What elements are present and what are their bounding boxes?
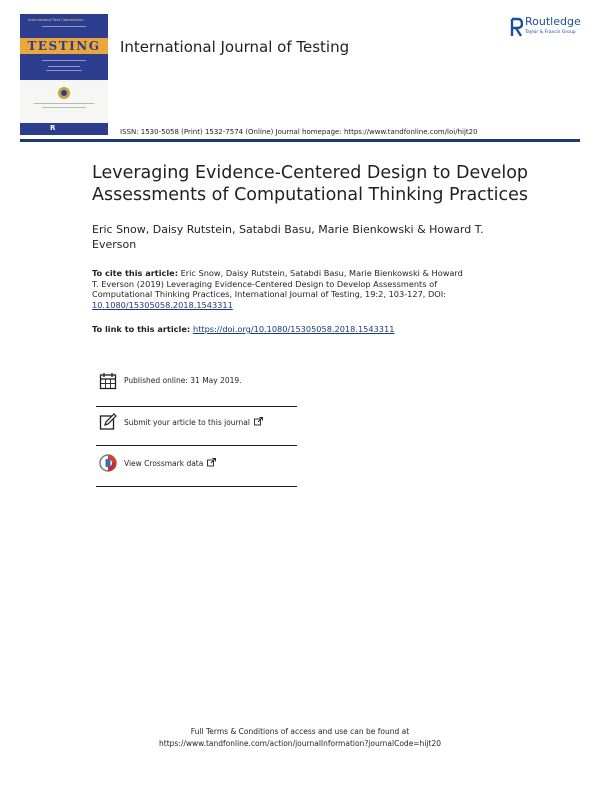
published-online-label: Published online: 31 May 2019. [124,376,242,385]
row-divider [96,406,297,407]
cover-bottom-band [20,123,108,135]
journal-homepage-link[interactable]: https://www.tandfonline.com/loi/hijt20 [343,128,478,136]
cover-divider [42,107,86,108]
cite-text: Eric Snow, Daisy Rutstein, Satabdi Basu, Marie Bienkowski & Howard T. Everson (2019) Leveraging Evidence-Centered Design to Develop Assessments of Computational Thinking Practices, International Journal of Testing, 19:2, 103-127, DOI: [92,268,463,300]
link-line [92,324,512,334]
journal-title[interactable]: International Journal of Testing [120,38,350,56]
cite-label: To cite this article: [92,268,178,278]
cover-divider [34,103,94,104]
citation-block [92,268,472,310]
crossmark-text[interactable]: View Crossmark data [124,459,204,468]
row-divider [96,445,297,446]
header-rule [20,139,580,142]
issn-text: ISSN: 1530-5058 (Print) 1532-7574 (Online) Journal homepage: [120,128,344,136]
terms-footer [0,726,600,750]
crossmark-label [124,458,216,468]
cover-divider [46,70,82,71]
cover-middle [20,80,108,123]
external-link-icon [254,417,263,426]
link-label: To link to this article: [92,324,193,334]
crossmark-icon [99,454,117,472]
cover-divider [48,66,80,67]
journal-cover-image [20,14,108,135]
routledge-r-icon [510,16,523,41]
article-title: Leveraging Evidence-Centered Design to Develop Assessments of Computational Thinking Practices [92,163,529,205]
external-link-icon [207,458,216,467]
routledge-r-glyph [510,16,523,41]
edit-icon [99,413,117,431]
cover-divider [42,60,86,61]
cover-publisher-line: International Test Commission [28,18,84,22]
cover-routledge-mark: R [50,124,56,132]
cover-title: TESTING [27,39,101,53]
submit-article-label [124,417,263,427]
doi-link[interactable]: 10.1080/15305058.2018.1543311 [92,299,233,310]
routledge-tagline: Taylor & Francis Group [525,30,576,35]
submit-article-text[interactable]: Submit your article to this journal [124,418,250,427]
submit-article-row[interactable] [96,413,297,433]
issn-line [120,128,478,136]
article-url-link[interactable]: https://doi.org/10.1080/15305058.2018.1543311 [193,324,395,334]
crossmark-row[interactable] [96,454,297,474]
routledge-name: Routledge [525,15,581,28]
terms-line: Full Terms & Conditions of access and use can be found at [190,727,410,736]
routledge-logo[interactable] [510,15,594,43]
cover-logo-icon [58,87,70,99]
article-authors: Eric Snow, Daisy Rutstein, Satabdi Basu, Marie Bienkowski & Howard T. Everson [92,223,484,251]
terms-url[interactable]: https://www.tandfonline.com/action/journalInformation?journalCode=hijt20 [159,739,441,748]
calendar-icon [99,372,117,390]
row-divider [96,486,297,487]
cover-divider [42,26,86,27]
published-online-row [96,372,297,392]
